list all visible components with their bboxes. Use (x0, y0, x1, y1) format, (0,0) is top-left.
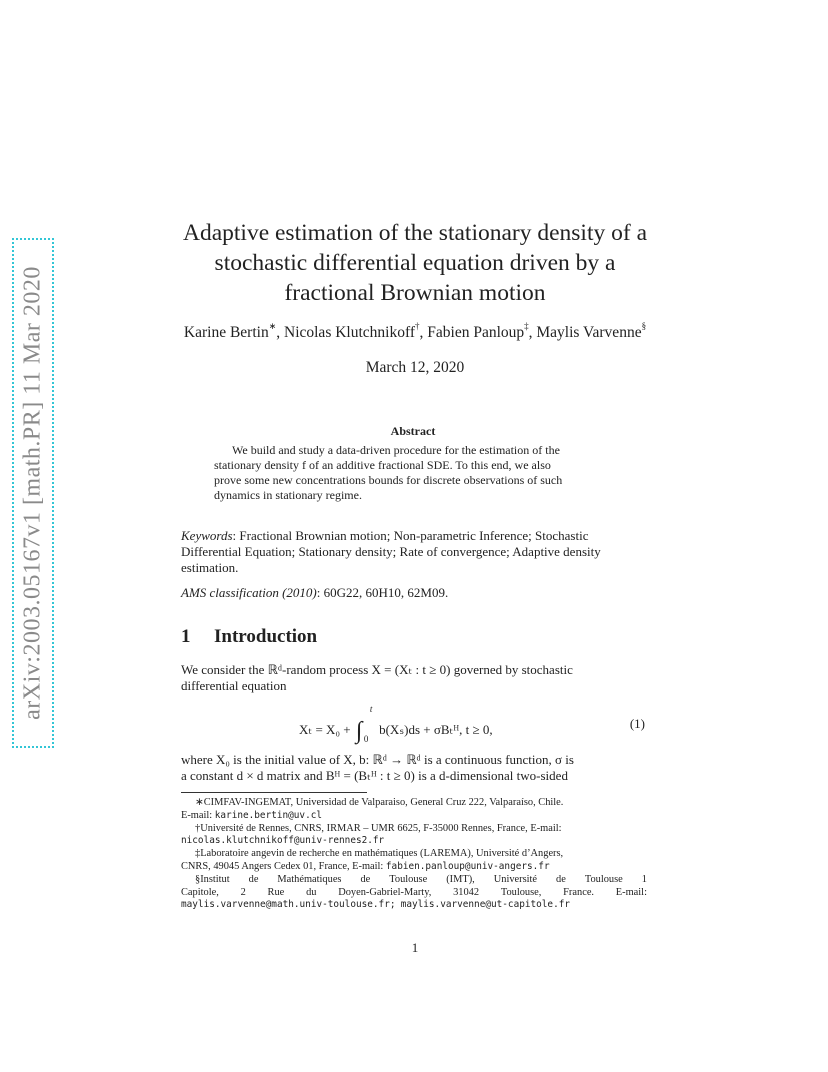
abstract-line: dynamics in stationary regime. (214, 488, 362, 502)
equation-rhs: b(Xₛ)ds + σBₜᴴ, t ≥ 0, (379, 722, 493, 737)
section-title: Introduction (214, 626, 318, 647)
keywords-line: : Fractional Brownian motion; Non-parametric Inference; Stochastic (232, 528, 589, 543)
paper-title (150, 218, 680, 308)
title-line: fractional Brownian motion (284, 280, 546, 306)
intro-line: We consider the ℝᵈ-random process X = (Xₜ : t ≥ 0) governed by stochastic (181, 662, 573, 677)
email-link[interactable]: nicolas.klutchnikoff@univ-rennes2.fr (181, 835, 385, 847)
abstract-line: stationary density f of an additive fractional SDE. To this end, we also (214, 458, 551, 472)
ams-value: : 60G22, 60H10, 62M09. (316, 585, 449, 600)
footnote-word: Capitole, (181, 886, 219, 898)
body-line: a constant d × d matrix and Bᴴ = (Bₜᴴ : t ≥ 0) is a d-dimensional two-sided (181, 768, 568, 783)
footnote-label: E-mail: (181, 809, 215, 821)
footnotes (181, 797, 647, 912)
footnote-word: Toulouse (389, 873, 428, 885)
author-name: Maylis Varvenne (536, 324, 642, 342)
footnote-rule (181, 792, 367, 793)
author-list: Karine Bertin∗, Nicolas Klutchnikoff†, Fabien Panloup‡, Maylis Varvenne§ (183, 321, 647, 342)
keywords-line: Differential Equation; Stationary density; Rate of convergence; Adaptive density (181, 544, 601, 559)
author-name: Karine Bertin (183, 324, 269, 342)
footnote-word: Toulouse, (500, 886, 542, 898)
author-name: Nicolas Klutchnikoff (284, 324, 416, 342)
abstract-line: We build and study a data-driven procedure for the estimation of the (232, 443, 560, 457)
keywords-line: estimation. (181, 560, 239, 575)
footnote-line (181, 887, 647, 900)
section-number: 1 (181, 626, 191, 647)
footnote-word: de (360, 873, 371, 885)
body-line: where X₀ is the initial value of X, b: ℝᵈ → ℝᵈ is a continuous function, σ is (181, 752, 574, 767)
footnote-word: de (248, 873, 259, 885)
equation-body (299, 704, 493, 744)
footnote-word: E-mail: (615, 886, 647, 898)
footnote-word: Rue (267, 886, 285, 898)
email-link[interactable]: karine.bertin@uv.cl (214, 809, 323, 821)
intro-paragraph (181, 662, 647, 694)
arxiv-id: arXiv:2003.05167v1 [math.PR] 11 Mar 2020 (19, 266, 46, 720)
author-name: Fabien Panloup (427, 324, 525, 342)
email-link[interactable]: fabien.panloup@univ-angers.fr (385, 860, 550, 872)
author-mark: ∗ (268, 321, 277, 331)
title-line: stochastic differential equation driven by a (214, 250, 616, 276)
footnote-word: du (306, 886, 317, 898)
equation-number: (1) (629, 716, 645, 731)
author-mark: § (641, 321, 647, 331)
arxiv-stamp (12, 238, 54, 748)
author-mark: † (415, 321, 420, 331)
equation-lhs: Xₜ = X₀ + (299, 722, 354, 737)
footnote-line: ‡Laboratoire angevin de recherche en mathématiques (LAREMA), Université d’Angers, (195, 848, 564, 860)
footnote-word: Université (493, 873, 538, 885)
footnote-word: 2 (240, 886, 246, 898)
abstract-line: prove some new concentrations bounds for discrete observations of such (214, 473, 563, 487)
abstract-text (214, 443, 614, 503)
intro-line: differential equation (181, 678, 287, 693)
email-link[interactable]: maylis.varvenne@math.univ-toulouse.fr; (181, 899, 396, 911)
page-number: 1 (411, 940, 419, 955)
footnote-word: Doyen-Gabriel-Marty, (338, 886, 432, 898)
title-line: Adaptive estimation of the stationary density of a (182, 220, 647, 246)
footnote-line (181, 874, 647, 887)
section-heading (181, 626, 647, 648)
equation-1 (181, 704, 647, 746)
footnote-word: 1 (641, 873, 647, 885)
email-link[interactable]: maylis.varvenne@ut-capitole.fr (400, 899, 571, 911)
footnote-word: France. (563, 886, 595, 898)
footnote-word: Toulouse (584, 873, 623, 885)
footnote-word: Mathématiques (277, 873, 342, 885)
keywords (181, 528, 647, 576)
paper-date: March 12, 2020 (365, 359, 465, 376)
keywords-label: Keywords (181, 528, 233, 543)
ams-label: AMS classification (2010) (181, 585, 317, 600)
body-paragraph (181, 752, 647, 784)
footnote-line: †Université de Rennes, CNRS, IRMAR – UMR 6625, F-35000 Rennes, France, E-mail: (195, 822, 562, 834)
abstract-heading: Abstract (390, 424, 436, 438)
ams-classification (181, 585, 647, 601)
integral-lower: 0 (363, 734, 369, 744)
footnote-word: 31042 (453, 886, 480, 898)
footnote-word: §Institut (195, 873, 230, 885)
author-mark: ‡ (524, 321, 529, 331)
integral-sign: ∫ (355, 718, 363, 744)
integral-upper: t (369, 704, 373, 714)
footnote-word: (IMT), (446, 873, 475, 885)
footnote-line: ∗CIMFAV-INGEMAT, Universidad de Valparaiso, General Cruz 222, Valparaíso, Chile. (195, 797, 564, 808)
footnote-word: de (556, 873, 566, 885)
footnote-line: CNRS, 49045 Angers Cedex 01, France, E-mail: (181, 860, 386, 872)
